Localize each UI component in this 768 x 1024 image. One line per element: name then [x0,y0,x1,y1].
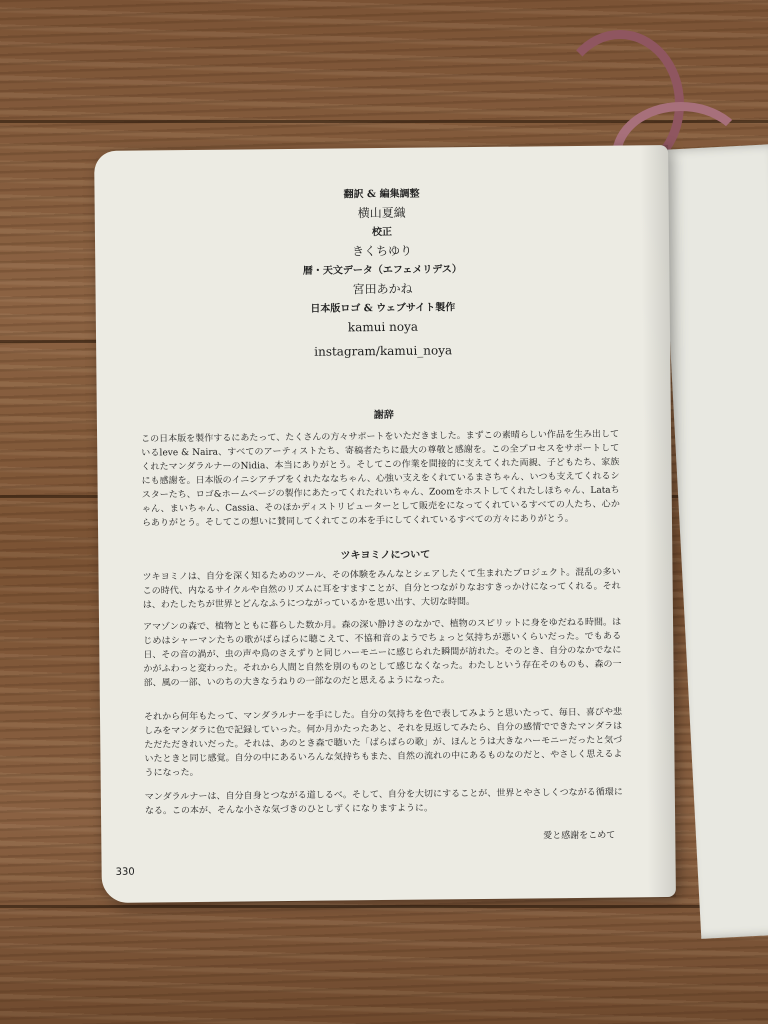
closing-line: 愛と感謝をこめて [543,830,616,842]
instagram-handle: instagram/kamui_noya [314,343,453,359]
credit-role: 暦・天文データ（エフェメリデス） [302,264,462,277]
credit-name: きくちゆり [352,243,413,259]
credit-name: 宮田あかね [352,281,413,297]
book-page [94,145,676,903]
acknowledgements-title: 謝辞 [373,409,394,422]
about-paragraph: アマゾンの森で、植物とともに暮らした数か月。森の深い静けさのなかで、植物のスピリットに身をゆだねる時間。はじめはシャーマンたちの歌がばらばらに聴こえて、不協和音のようでちょっと気持ちが悪いくらいだった。でもある日、その音の渦が、虫の声や鳥のさえずりと同じハーモニーに感じられた瞬間が訪れた。そのとき、自分のなかでなにかがふわっと変わった。それから人間と自然を別のものとして感じなくなった。わたしという存在そのものも、森の一部、風の一部、いのちの大きなうねりの一部なのだと思えるようになった。 [143,617,622,689]
credit-name: 横山夏織 [357,205,406,221]
credit-role: 翻訳 & 編集調整 [343,188,420,201]
acknowledgements-text: この日本版を製作するにあたって、たくさんの方々サポートをいただきました。まずこの素晴らしい作品を生み出しているleve & Naira、すべてのアーティストたち、寄稿者たちに最大の尊敬と感謝を。この全プロセスをサポートしてくれたマンダラルナーのNidia、本当にありがとう。そしてこの作業を間接的に支えてくれた両親、子どもたち、家族にも感謝を。日本版のイニシアチブをくれたななちゃん、心強い支えをくれているまさちゃん、いつも支えてくれるシスターたち、ロゴ&ホームページの製作にあたってくれたれいちゃん、Zoomをホストしてくれたしほちゃん、Lataちゃん、まいちゃん、Cassia、そのほかディストリビューターとして販売をになってくれているすべての人たち、心からありがとう。そしてこの想いに賛同してくれてこの本を手にしてくれているすべての方々にありがとう。 [141,429,620,529]
credit-role: 日本版ロゴ & ウェブサイト製作 [310,302,456,315]
about-title: ツキヨミノについて [340,549,431,562]
credits-block [94,185,670,367]
credit-role: 校正 [371,226,393,239]
about-paragraph: それから何年もたって、マンダラルナーを手にした。自分の気持ちを色で表してみようと思いたって、毎日、喜びや悲しみをマンダラに色で記録していった。何か月かたったあと、それを見返してみたら、自分の感情でできたマンダラはただただきれいだった。それは、あのとき森で聴いた「ばらばらの歌」が、ほんとうは大きなハーモニーだったと気づいたときと同じ感覚。自分の中にあるいろんな気持ちもまた、自然の流れの中にあるものなのだと、やさしく思えるようになった。 [143,707,623,779]
credit-name: kamui noya [347,319,419,335]
about-paragraph: ツキヨミノは、自分を深く知るためのツール、その体験をみんなとシェアしたくて生まれたプロジェクト。混乱の多いこの時代、内なるサイクルや自然のリズムに耳をすますことが、自分とつながりなおすきっかけになってくれる。それは、わたしたちが世界とどんなふうにつながっているかを思い出す、大切な時間。 [142,567,621,611]
about-paragraph: マンダラルナーは、自分自身とつながる道しるべ。そして、自分を大切にすることが、世界とやさしくつながる循環になる。この本が、そんな小さな気づきのひとしずくになりますように。 [144,787,623,817]
right-page [660,144,768,939]
page-number: 330 [115,866,135,878]
